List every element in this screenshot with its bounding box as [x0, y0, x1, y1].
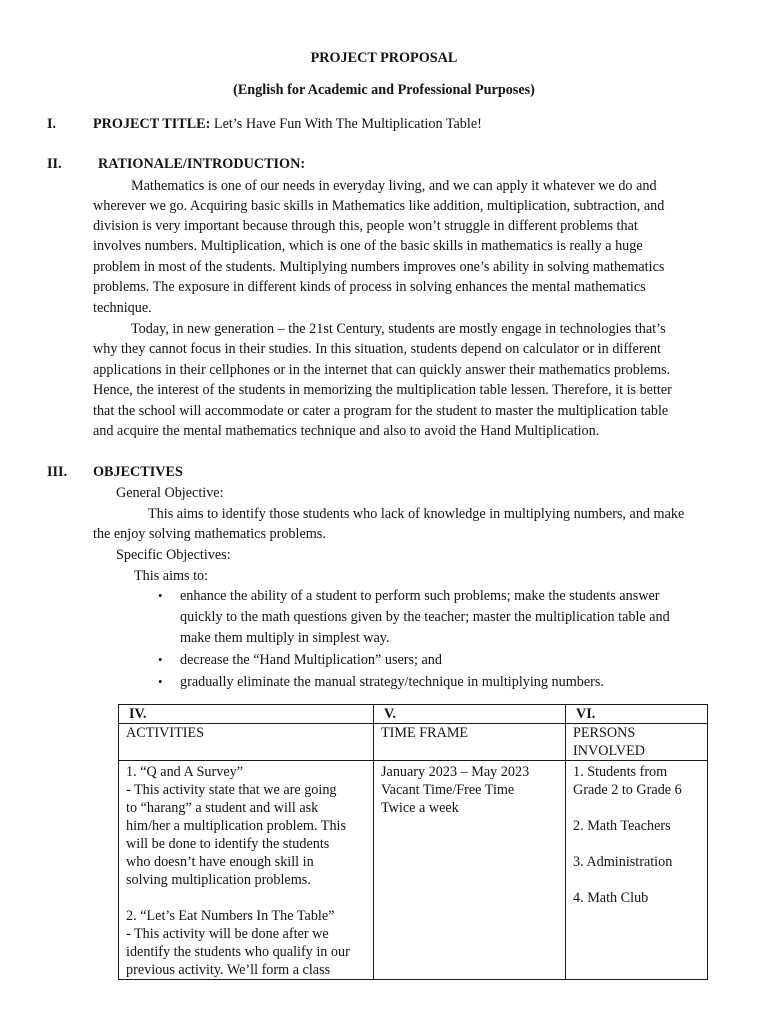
table-cell: V.	[374, 705, 566, 724]
paragraph-line: involves numbers. Multiplication, which is one of the basic skills in mathematics is really a huge	[93, 238, 643, 254]
time-frame-cell	[374, 761, 566, 980]
cell-line: 2. Math Teachers	[573, 818, 671, 834]
table-header-cell	[119, 724, 374, 761]
section-number: I.	[47, 116, 57, 132]
table-cell: IV.	[119, 705, 374, 724]
cell-line: - This activity state that we are going	[126, 782, 337, 798]
table-header-cell	[374, 724, 566, 761]
section-number: III.	[47, 464, 68, 480]
cell-line: will be done to identify the students	[126, 836, 330, 852]
time-frame-header: TIME FRAME	[381, 725, 469, 741]
cell-line: 2. “Let’s Eat Numbers In The Table”	[126, 908, 335, 924]
section-heading: RATIONALE/INTRODUCTION:	[98, 156, 306, 172]
aims-to-label: This aims to:	[134, 568, 209, 584]
cell-line: Twice a week	[381, 800, 459, 816]
paragraph-line: applications in their cellphones or in the internet that can quickly answer their mathematics problems.	[93, 362, 671, 378]
paragraph-line: division is very important because through this, people won’t struggle in different problems that	[93, 218, 638, 234]
bullet-icon: •	[158, 588, 163, 603]
project-title-value: Let’s Have Fun With The Multiplication Table!	[213, 116, 482, 132]
paragraph-line: problem in most of the students. Multiplying numbers improves one’s ability in solving mathematics	[93, 259, 665, 275]
cell-line: Vacant Time/Free Time	[381, 782, 515, 798]
bullet-item-line: enhance the ability of a student to perform such problems; make the students answer	[180, 588, 660, 604]
blank-line	[573, 871, 707, 889]
paragraph-line: This aims to identify those students who lack of knowledge in multiplying numbers, and make	[148, 506, 685, 522]
document-title: PROJECT PROPOSAL	[310, 50, 458, 66]
cell-line: identify the students who qualify in our	[126, 944, 350, 960]
project-title-label: PROJECT TITLE:	[93, 116, 211, 132]
cell-line: January 2023 – May 2023	[381, 764, 530, 780]
bullet-item-line: quickly to the math questions given by the teacher; master the multiplication table and	[180, 609, 670, 625]
bullet-icon: •	[158, 674, 163, 689]
blank-line	[573, 799, 707, 817]
cell-line: 3. Administration	[573, 854, 673, 870]
activities-header: ACTIVITIES	[126, 725, 205, 741]
cell-line: 4. Math Club	[573, 890, 649, 906]
table-row	[119, 761, 708, 980]
cell-line: Grade 2 to Grade 6	[573, 782, 682, 798]
table-header-row	[119, 724, 708, 761]
blank-line	[573, 835, 707, 853]
persons-header: INVOLVED	[573, 743, 645, 759]
paragraph-line: wherever we go. Acquiring basic skills in Mathematics like addition, multiplication, subtraction, and	[93, 198, 665, 214]
bullet-item-line: gradually eliminate the manual strategy/technique in multiplying numbers.	[180, 674, 604, 690]
table-numeral-row	[119, 705, 708, 724]
table-cell: VI.	[566, 705, 708, 724]
persons-cell	[566, 761, 708, 980]
cell-line: 1. “Q and A Survey”	[126, 764, 244, 780]
activities-table	[118, 704, 708, 980]
blank-line	[126, 889, 373, 907]
paragraph-line: Hence, the interest of the students in memorizing the multiplication table lessen. Therefore, it is better	[93, 382, 672, 398]
cell-line: 1. Students from	[573, 764, 668, 780]
specific-objectives-label: Specific Objectives:	[116, 547, 231, 563]
activities-cell	[119, 761, 374, 980]
cell-line: him/her a multiplication problem. This	[126, 818, 347, 834]
cell-line: solving multiplication problems.	[126, 872, 311, 888]
paragraph-line: technique.	[93, 300, 152, 316]
cell-line: to “harang” a student and will ask	[126, 800, 319, 816]
paragraph-line: why they cannot focus in their studies. In this situation, students depend on calculator or in different	[93, 341, 661, 357]
bullet-item-line: decrease the “Hand Multiplication” users; and	[180, 652, 442, 668]
paragraph-line: problems. The exposure in different kinds of process in solving enhances the mental mathematics	[93, 279, 646, 295]
general-objective-label: General Objective:	[116, 485, 224, 501]
document-subtitle: (English for Academic and Professional Purposes)	[233, 82, 535, 98]
persons-header: PERSONS	[573, 725, 636, 741]
paragraph-line: the enjoy solving mathematics problems.	[93, 526, 326, 542]
section-number: II.	[47, 156, 62, 172]
paragraph-line: that the school will accommodate or cater a program for the student to master the multiplication table	[93, 403, 669, 419]
paragraph-line: and acquire the mental mathematics technique and also to avoid the Hand Multiplication.	[93, 423, 600, 439]
project-title-line	[93, 114, 482, 134]
cell-line: - This activity will be done after we	[126, 926, 329, 942]
bullet-icon: •	[158, 652, 163, 667]
table-header-cell	[566, 724, 708, 761]
cell-line: previous activity. We’ll form a class	[126, 962, 331, 978]
section-heading: OBJECTIVES	[93, 464, 183, 480]
cell-line: who doesn’t have enough skill in	[126, 854, 314, 870]
bullet-item-line: make them multiply in simplest way.	[180, 630, 390, 646]
paragraph-line: Today, in new generation – the 21st Century, students are mostly engage in technologies that’s	[131, 321, 666, 337]
paragraph-line: Mathematics is one of our needs in everyday living, and we can apply it whatever we do and	[131, 178, 657, 194]
